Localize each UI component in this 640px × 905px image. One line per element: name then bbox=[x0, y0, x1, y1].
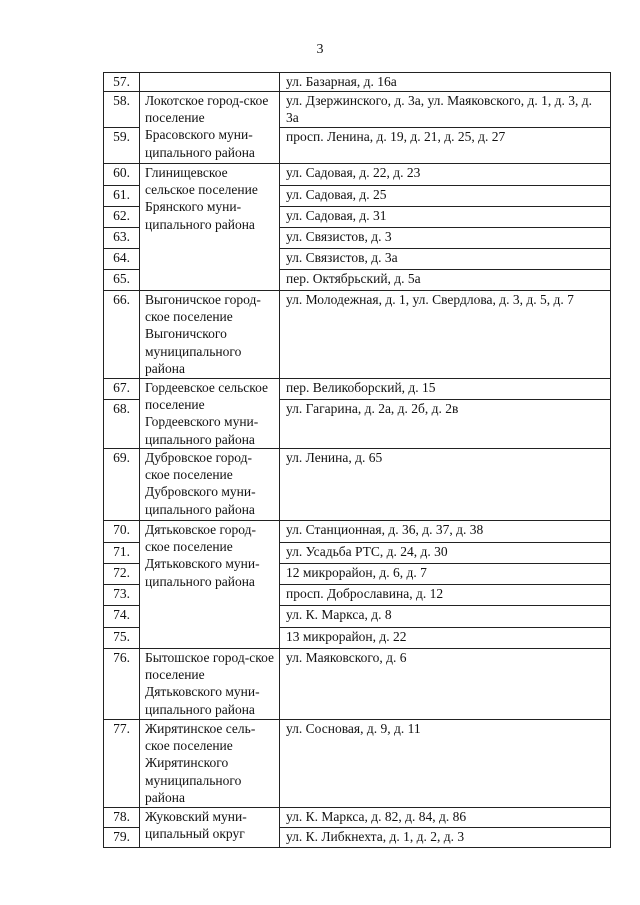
table-row bbox=[104, 379, 611, 400]
row-number: 77. bbox=[104, 720, 140, 808]
settlement-cell: Бытошское город-ское поселение Дятьковского муни-ципального района bbox=[140, 649, 280, 720]
row-number: 61. bbox=[104, 186, 140, 207]
address-cell: ул. Дзержинского, д. 3а, ул. Маяковского, д. 1, д. 3, д. 3а bbox=[280, 92, 611, 128]
settlement-cell: Дятьковское город-ское поселение Дятьковского муни-ципального района bbox=[140, 521, 280, 649]
row-number: 63. bbox=[104, 228, 140, 249]
table-row bbox=[104, 521, 611, 543]
row-number: 75. bbox=[104, 628, 140, 649]
settlement-cell: Гордеевское сельское поселение Гордеевского муни-ципального района bbox=[140, 379, 280, 449]
address-cell: ул. Ленина, д. 65 bbox=[280, 449, 611, 521]
address-cell: ул. Сосновая, д. 9, д. 11 bbox=[280, 720, 611, 808]
address-cell: просп. Ленина, д. 19, д. 21, д. 25, д. 27 bbox=[280, 128, 611, 164]
table-row bbox=[104, 649, 611, 720]
address-cell: ул. Станционная, д. 36, д. 37, д. 38 bbox=[280, 521, 611, 543]
address-cell: 13 микрорайон, д. 22 bbox=[280, 628, 611, 649]
address-cell: ул. Садовая, д. 22, д. 23 bbox=[280, 164, 611, 186]
settlement-cell: Дубровское город-ское поселение Дубровского муни-ципального района bbox=[140, 449, 280, 521]
row-number: 79. bbox=[104, 828, 140, 848]
page-number: 3 bbox=[316, 42, 324, 57]
row-number: 58. bbox=[104, 92, 140, 128]
address-cell: ул. Связистов, д. 3 bbox=[280, 228, 611, 249]
row-number: 62. bbox=[104, 207, 140, 228]
row-number: 70. bbox=[104, 521, 140, 543]
row-number: 67. bbox=[104, 379, 140, 400]
row-number: 71. bbox=[104, 543, 140, 564]
row-number: 78. bbox=[104, 808, 140, 828]
address-cell: просп. Доброславина, д. 12 bbox=[280, 585, 611, 606]
address-table bbox=[103, 72, 611, 848]
row-number: 64. bbox=[104, 249, 140, 270]
row-number: 57. bbox=[104, 73, 140, 92]
settlement-cell: Жирятинское сель-ское поселение Жирятинского муниципального района bbox=[140, 720, 280, 808]
row-number: 73. bbox=[104, 585, 140, 606]
row-number: 76. bbox=[104, 649, 140, 720]
table-row bbox=[104, 720, 611, 808]
address-cell: ул. Садовая, д. 31 bbox=[280, 207, 611, 228]
address-cell: ул. Усадьба РТС, д. 24, д. 30 bbox=[280, 543, 611, 564]
address-cell: ул. К. Маркса, д. 82, д. 84, д. 86 bbox=[280, 808, 611, 828]
row-number: 65. bbox=[104, 270, 140, 291]
address-cell: ул. К. Маркса, д. 8 bbox=[280, 606, 611, 628]
address-cell: ул. К. Либкнехта, д. 1, д. 2, д. 3 bbox=[280, 828, 611, 848]
settlement-cell bbox=[140, 73, 280, 92]
table-row bbox=[104, 73, 611, 92]
address-cell: 12 микрорайон, д. 6, д. 7 bbox=[280, 564, 611, 585]
settlement-cell: Жуковский муни-ципальный округ bbox=[140, 808, 280, 848]
settlement-cell: Глинищевское сельское поселение Брянского муни-ципального района bbox=[140, 164, 280, 291]
row-number: 59. bbox=[104, 128, 140, 164]
row-number: 74. bbox=[104, 606, 140, 628]
row-number: 68. bbox=[104, 400, 140, 449]
address-cell: пер. Октябрьский, д. 5а bbox=[280, 270, 611, 291]
address-cell: ул. Связистов, д. 3а bbox=[280, 249, 611, 270]
address-cell: ул. Гагарина, д. 2а, д. 2б, д. 2в bbox=[280, 400, 611, 449]
table-row bbox=[104, 291, 611, 379]
row-number: 66. bbox=[104, 291, 140, 379]
table-row bbox=[104, 449, 611, 521]
address-cell: ул. Маяковского, д. 6 bbox=[280, 649, 611, 720]
settlement-cell: Выгоничское город-ское поселение Выгоничского муниципального района bbox=[140, 291, 280, 379]
table-row bbox=[104, 164, 611, 186]
address-cell: ул. Садовая, д. 25 bbox=[280, 186, 611, 207]
settlement-cell: Локотское город-ское поселение Брасовского муни-ципального района bbox=[140, 92, 280, 164]
address-cell: ул. Молодежная, д. 1, ул. Свердлова, д. 3, д. 5, д. 7 bbox=[280, 291, 611, 379]
address-cell: ул. Базарная, д. 16а bbox=[280, 73, 611, 92]
row-number: 72. bbox=[104, 564, 140, 585]
row-number: 60. bbox=[104, 164, 140, 186]
row-number: 69. bbox=[104, 449, 140, 521]
table-row bbox=[104, 92, 611, 128]
table-row bbox=[104, 808, 611, 828]
address-cell: пер. Великоборский, д. 15 bbox=[280, 379, 611, 400]
